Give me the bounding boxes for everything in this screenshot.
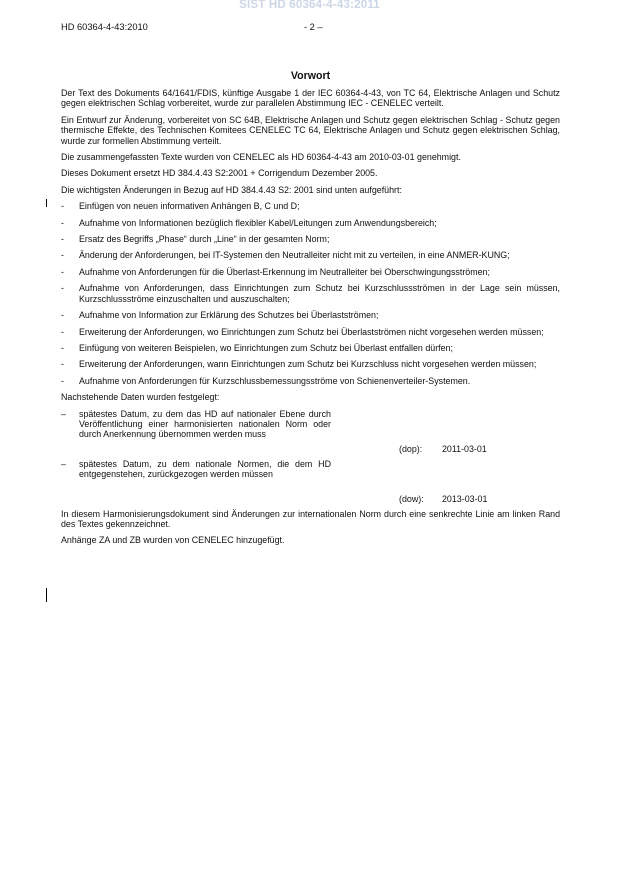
list-dash: – <box>61 458 66 469</box>
date-value: 2013-03-01 <box>442 494 488 505</box>
dates-intro: Nachstehende Daten wurden festgelegt: <box>61 392 220 403</box>
list-dash: - <box>61 359 64 370</box>
paragraph: Der Text des Dokuments 64/1641/FDIS, künftige Ausgabe 1 der IEC 60364-4-43, von TC 64, Elektrische Anlagen und Schutz gegen elektrischen Schlag vorbereitet, wurde zur parallelen Abstimmung IEC - CENELEC verteilt. <box>61 88 560 109</box>
list-dash: - <box>61 250 64 261</box>
list-dash: - <box>61 310 64 321</box>
list-dash: - <box>61 234 64 245</box>
dates-list <box>61 409 560 505</box>
paragraph: Dieses Dokument ersetzt HD 384.4.43 S2:2001 + Corrigendum Dezember 2005. <box>61 168 378 179</box>
list-item <box>61 267 560 277</box>
paragraph: Anhänge ZA und ZB wurden von CENELEC hinzugefügt. <box>61 535 285 546</box>
page-number: - 2 – <box>304 22 323 32</box>
list-item <box>61 250 560 260</box>
list-item <box>61 283 560 304</box>
paragraph: In diesem Harmonisierungsdokument sind Änderungen zur internationalen Norm durch eine senkrechte Linie am linken Rand des Textes gekennzeichnet. <box>61 508 560 529</box>
date-description: spätestes Datum, zu dem nationale Normen, die dem HD entgegenstehen, zurückgezogen werden müssen <box>79 458 331 479</box>
date-row-dop <box>61 409 560 455</box>
list-item-text: Aufnahme von Anforderungen für die Überlast-Erkennung im Neutralleiter bei Oberschwingungsströmen; <box>79 266 490 277</box>
section-title: Vorwort <box>290 70 331 82</box>
list-item <box>61 343 560 353</box>
list-item-text: Erweiterung der Anforderungen, wo Einrichtungen zum Schutz bei Überlastströmen nicht vorgesehen werden müssen; <box>79 326 544 337</box>
list-item <box>61 310 560 320</box>
list-item-text: Aufnahme von Anforderungen für Kurzschlussbemessungsströme von Schienenverteiler-Systemen. <box>79 375 471 386</box>
date-code: (dop): <box>399 444 423 455</box>
date-code: (dow): <box>399 494 424 505</box>
list-item <box>61 201 560 211</box>
paragraph: Die zusammengefassten Texte wurden von CENELEC als HD 60364-4-43 am 2010-03-01 genehmigt. <box>61 152 461 163</box>
list-item <box>61 359 560 369</box>
revision-bar <box>46 199 47 207</box>
list-dash: - <box>61 217 64 228</box>
paragraph: Ein Entwurf zur Änderung, vorbereitet von SC 64B, Elektrische Anlagen und Schutz gegen elektrischen Schlag - Schutz gegen thermische Effekte, des Technischen Komitees CENELEC TC 64, Elektrische Anlagen und Schutz gegen elektrischen Schlag, wurde zur formellen Abstimmung verteilt. <box>61 114 560 146</box>
list-item-text: Aufnahme von Informationen bezüglich flexibler Kabel/Leitungen zum Anwendungsbereich; <box>79 217 437 228</box>
list-dash: – <box>61 408 66 419</box>
list-item-text: Aufnahme von Information zur Erklärung des Schutzes bei Überlastströmen; <box>79 310 379 321</box>
changes-list <box>61 201 560 386</box>
document-id: HD 60364-4-43:2010 <box>61 22 148 32</box>
paragraph: Die wichtigsten Änderungen in Bezug auf HD 384.4.43 S2: 2001 sind unten aufgeführt: <box>61 184 402 195</box>
list-item-text: Einfügen von neuen informativen Anhängen B, C und D; <box>79 201 300 212</box>
date-description: spätestes Datum, zu dem das HD auf nationaler Ebene durch Veröffentlichung einer harmonisierten nationalen Norm oder durch Anerkennung übernommen werden muss <box>79 408 331 440</box>
document-body <box>61 70 560 552</box>
list-item-text: Aufnahme von Anforderungen, dass Einrichtungen zum Schutz bei Kurzschlussströmen in der Lage sein müssen, Kurzschlussströme einzuschalten und auszuschalten; <box>79 283 560 304</box>
list-dash: - <box>61 342 64 353</box>
list-item <box>61 234 560 244</box>
watermark: SIST HD 60364-4-43:2011 <box>239 0 380 11</box>
list-dash: - <box>61 283 64 294</box>
list-item-text: Änderung der Anforderungen, bei IT-Systemen den Neutralleiter nicht mit zu verteilen, in eine ANMER-KUNG; <box>79 250 510 261</box>
list-item <box>61 218 560 228</box>
list-dash: - <box>61 375 64 386</box>
list-dash: - <box>61 201 64 212</box>
list-item <box>61 327 560 337</box>
list-dash: - <box>61 266 64 277</box>
date-row-dow <box>61 459 560 505</box>
list-item-text: Erweiterung der Anforderungen, wann Einrichtungen zum Schutz bei Kurzschluss nicht vorgesehen werden müssen; <box>79 359 537 370</box>
list-item-text: Einfügung von weiteren Beispielen, wo Einrichtungen zum Schutz bei Überlast entfallen dürfen; <box>79 342 453 353</box>
date-value: 2011-03-01 <box>442 444 487 455</box>
list-dash: - <box>61 326 64 337</box>
list-item <box>61 376 560 386</box>
list-item-text: Ersatz des Begriffs „Phase“ durch „Line“ in der gesamten Norm; <box>79 234 330 245</box>
revision-bar <box>46 588 47 602</box>
